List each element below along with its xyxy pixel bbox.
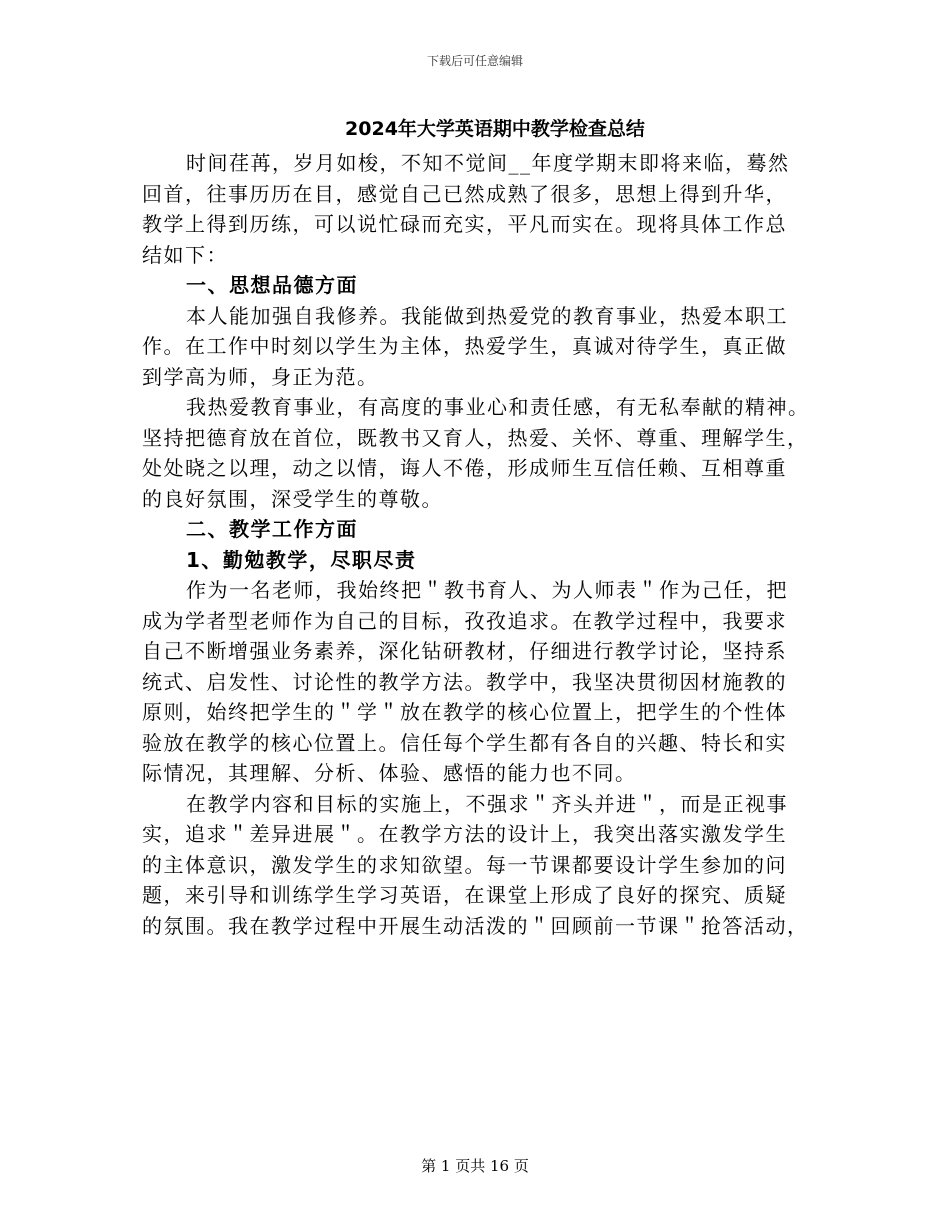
page-header: 下载后可任意编辑 bbox=[426, 54, 523, 68]
document-title: 2024年大学英语期中教学检查总结 bbox=[345, 118, 645, 140]
paragraph-line: 作为一名老师，我始终把＂教书育人、为人师表＂作为己任，把 bbox=[186, 578, 788, 602]
paragraph-line: 原则，始终把学生的＂学＂放在教学的核心位置上，把学生的个性体 bbox=[142, 700, 787, 724]
paragraph-line: 坚持把德育放在首位，既教书又育人，热爱、关怀、尊重、理解学生， bbox=[142, 425, 809, 450]
section-heading: 二、教学工作方面 bbox=[186, 517, 358, 541]
section-heading: 一、思想品德方面 bbox=[186, 273, 358, 297]
paragraph-line: 在教学内容和目标的实施上，不强求＂齐头并进＂，而是正视事 bbox=[186, 791, 788, 816]
paragraph-line: 实，追求＂差异进展＂。在教学方法的设计上，我突出落实激发学生 bbox=[142, 822, 787, 846]
page-footer: 第 1 页共 16 页 bbox=[421, 1157, 529, 1175]
paragraph-line: 的主体意识，激发学生的求知欲望。每一节课都要设计学生参加的问 bbox=[142, 852, 787, 877]
paragraph-line: 时间荏苒，岁月如梭，不知不觉间__年度学期末即将来临，蓦然 bbox=[186, 151, 790, 175]
paragraph-line: 成为学者型老师作为自己的目标，孜孜追求。在教学过程中，我要求 bbox=[142, 608, 787, 633]
document-body bbox=[142, 148, 814, 941]
paragraph-line: 结如下： bbox=[142, 242, 228, 267]
paragraph-line: 回首，往事历历在目，感觉自己已然成熟了很多，思想上得到升华， bbox=[142, 181, 787, 206]
paragraph-line: 自己不断增强业务素养，深化钻研教材，仔细进行教学讨论，坚持系 bbox=[142, 639, 787, 663]
paragraph-line: 我热爱教育事业，有高度的事业心和责任感，有无私奉献的精神。 bbox=[186, 395, 810, 419]
paragraph-line: 题，来引导和训练学生学习英语，在课堂上形成了良好的探究、质疑 bbox=[142, 883, 787, 907]
paragraph-line: 到学高为师，身正为范。 bbox=[142, 364, 379, 389]
paragraph-line: 统式、启发性、讨论性的教学方法。教学中，我坚决贯彻因材施教的 bbox=[142, 669, 787, 694]
paragraph-line: 处处晓之以理，动之以情，诲人不倦，形成师生互信任赖、互相尊重 bbox=[142, 456, 787, 480]
paragraph-line: 的良好氛围，深受学生的尊敬。 bbox=[142, 486, 443, 511]
paragraph-line: 本人能加强自我修养。我能做到热爱党的教育事业，热爱本职工 bbox=[186, 303, 788, 328]
paragraph-line: 教学上得到历练，可以说忙碌而充实，平凡而实在。现将具体工作总 bbox=[142, 212, 787, 236]
paragraph-line: 作。在工作中时刻以学生为主体，热爱学生，真诚对待学生，真正做 bbox=[142, 334, 787, 358]
paragraph-line: 验放在教学的核心位置上。信任每个学生都有各自的兴趣、特长和实 bbox=[142, 730, 787, 755]
paragraph-line: 的氛围。我在教学过程中开展生动活泼的＂回顾前一节课＂抢答活动， bbox=[142, 913, 809, 938]
paragraph-line: 际情况，其理解、分析、体验、感悟的能力也不同。 bbox=[142, 761, 637, 785]
section-heading: 1、勤勉教学，尽职尽责 bbox=[186, 547, 417, 572]
